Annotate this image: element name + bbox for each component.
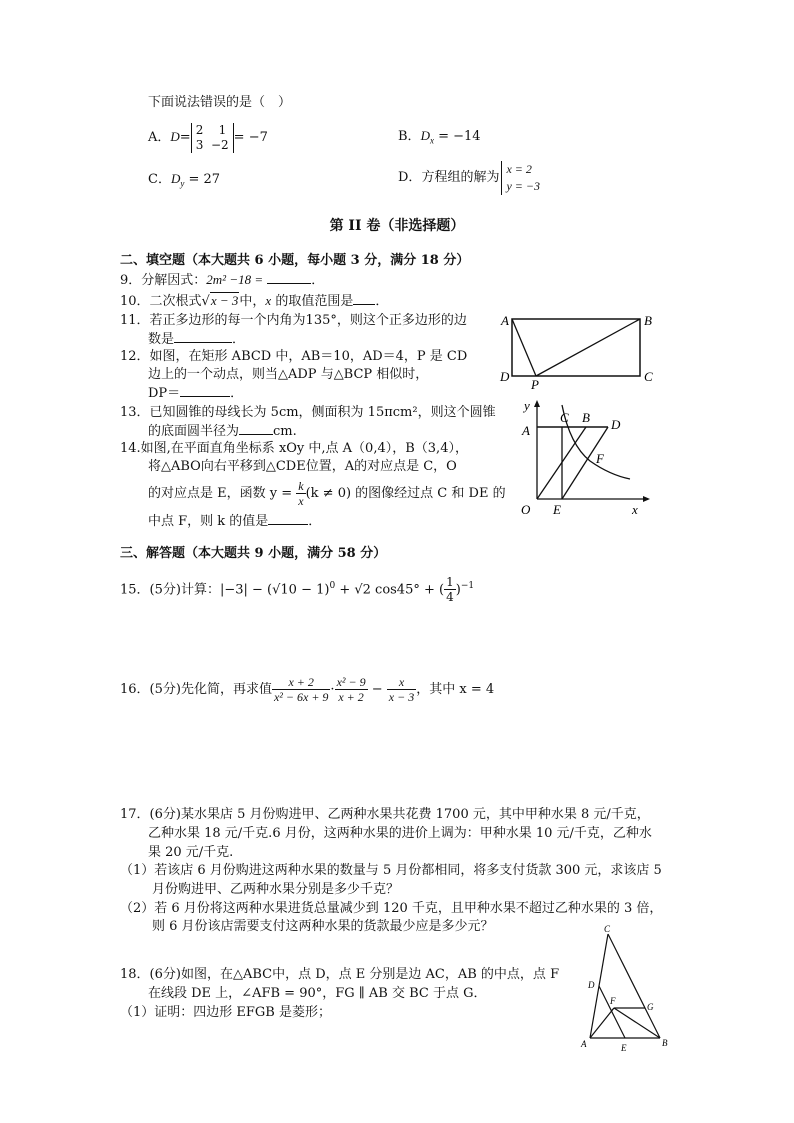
- q9-blank[interactable]: [267, 271, 311, 284]
- question-14-line1: 14.如图,在平面直角坐标系 xOy 中,点 A（0,4），B（3,4），: [120, 441, 468, 456]
- question-12-line2: 边上的一个动点，则当△ADP 与△BCP 相似时，: [148, 367, 429, 382]
- option-d: [398, 158, 540, 198]
- label-d: D: [611, 417, 621, 432]
- q16-dot: ·: [330, 682, 335, 697]
- determinant: [191, 123, 234, 153]
- question-9: [120, 271, 324, 290]
- q16-frac3: [387, 675, 416, 704]
- question-13-line2: [148, 422, 297, 441]
- label-c: C: [604, 924, 611, 934]
- label-e: E: [553, 502, 561, 517]
- label-b: B: [644, 313, 652, 328]
- q9-end: ．: [311, 273, 325, 288]
- label-d: D: [500, 369, 510, 384]
- question-intro: 下面说法错误的是（ ）: [148, 95, 292, 110]
- q14-frac-den: x: [298, 494, 304, 508]
- option-b: [398, 127, 481, 150]
- q16-tail: ，其中 x = 4: [416, 682, 495, 697]
- q14-text: 中点 F，则 k 的值是: [148, 514, 269, 529]
- det-m21: 3: [195, 137, 204, 152]
- q14-text-b: (k ≠ 0) 的图像经过点 C 和 DE 的: [305, 486, 506, 501]
- q15-expr2: + √2 cos45° +: [335, 582, 435, 598]
- det-m22: −2: [210, 137, 229, 152]
- q15-expm1: −1: [460, 581, 475, 591]
- q10-blank[interactable]: [353, 292, 375, 305]
- q10-rest: 的取值范围是: [271, 294, 354, 309]
- figure-coordinate-plane: [510, 395, 655, 520]
- option-c-rhs: = 27: [188, 172, 221, 187]
- question-17-line3: 果 20 元/千克.: [148, 845, 234, 860]
- q15-fraction: [444, 575, 456, 604]
- det-m12: 1: [218, 122, 227, 137]
- q14-fraction: [296, 479, 305, 508]
- label-c: C: [644, 369, 653, 384]
- q13-end: cm.: [273, 424, 297, 439]
- q16-f3-num: x: [387, 675, 416, 690]
- q13-blank[interactable]: [239, 422, 273, 435]
- q14-text-a: 的对应点是 E，函数 y =: [148, 486, 293, 501]
- q10-var: x: [265, 293, 272, 308]
- section-solve-title: 三、解答题（本大题共 9 小题，满分 58 分）: [120, 546, 387, 561]
- label-b: B: [662, 1038, 668, 1048]
- option-a-rhs: = −7: [233, 130, 268, 145]
- label-a: A: [581, 1039, 587, 1049]
- question-17-part1-cont: 月份购进甲、乙两种水果分别是多少千克？: [152, 882, 400, 897]
- question-18-part1: （1）证明：四边形 EFGB 是菱形；: [120, 1005, 331, 1020]
- q11-text: 数是: [148, 332, 175, 347]
- q15-number: 15．(5分)计算：: [120, 582, 220, 598]
- option-c-lhs: D: [170, 171, 181, 186]
- question-11-line2: [148, 330, 245, 349]
- equation-system: [501, 161, 540, 195]
- q9-expr: 2m² −18 =: [206, 272, 264, 287]
- label-e: E: [621, 1043, 627, 1053]
- q14-frac-num: k: [298, 479, 304, 493]
- figure-triangle-abc: [578, 922, 678, 1054]
- q16-frac2: [335, 675, 368, 704]
- q10-mid: 中，: [239, 294, 266, 309]
- q16-f2-den: x + 2: [338, 690, 364, 704]
- eq1: x = 2: [506, 161, 532, 176]
- q15-expr1: |−3| − (√10 − 1): [219, 582, 330, 598]
- question-12-line1: 12．如图，在矩形 ABCD 中，AB＝10，AD＝4，P 是 CD: [120, 349, 468, 364]
- question-12-line3: [148, 384, 243, 403]
- option-c: [148, 170, 220, 193]
- figure-rectangle-abcd: [498, 310, 663, 390]
- label-c: C: [560, 410, 569, 425]
- question-13-line1: 13．已知圆锥的母线长为 5cm，侧面积为 15πcm²，则这个圆锥: [120, 405, 496, 420]
- q14-blank[interactable]: [268, 512, 308, 525]
- q10-number: 10．二次根式: [120, 294, 202, 309]
- option-a: A．D=2 1 3 −2 = −7: [148, 122, 268, 152]
- q16-f2-num: x² − 9: [336, 675, 366, 689]
- q16-f1-den: x² − 6x + 9: [273, 690, 329, 704]
- label-a: A: [501, 313, 509, 328]
- label-b: B: [582, 410, 590, 425]
- q12-end: ．: [230, 386, 244, 401]
- q12-text: DP＝: [148, 386, 181, 401]
- option-b-rhs: = −14: [438, 129, 481, 144]
- label-y-axis: y: [524, 398, 530, 413]
- option-b-label: B．: [398, 129, 421, 144]
- question-14-line4: [148, 512, 321, 531]
- option-b-lhs: D: [420, 128, 430, 143]
- q15-frac-den: 4: [446, 590, 454, 605]
- question-14-line2: 将△ABO向右平移到△CDE位置，A的对应点是 C，O: [148, 459, 457, 474]
- option-b-sub: x: [429, 135, 434, 146]
- part-title: 第 II 卷（非选择题）: [329, 218, 465, 234]
- q12-blank[interactable]: [180, 384, 230, 397]
- option-a-lhs: D: [170, 129, 180, 144]
- eq2: y = −3: [506, 178, 540, 193]
- label-g: G: [647, 1002, 654, 1012]
- label-d: D: [588, 980, 595, 990]
- q10-end: ．: [375, 294, 389, 309]
- option-a-label: A．: [148, 130, 171, 145]
- question-17-line2: 乙种水果 18 元/千克.6 月份，这两种水果的进价上调为：甲种水果 10 元/千克，乙种水: [148, 826, 652, 841]
- question-17-part2-cont: 则 6 月份该店需要支付这两种水果的货款最少应是多少元？: [152, 919, 494, 934]
- q16-number: 16．(5分)先化简，再求值: [120, 682, 272, 697]
- section-fill-in-title: 二、填空题（本大题共 6 小题，每小题 3 分，满分 18 分）: [120, 253, 470, 268]
- question-15: 15．(5分)计算：$|-3| - (√10 - 1)^0 + √2$ cos45° + ( $\frac{1}{4}$ )$^{-1}$: [120, 575, 475, 605]
- q13-text: 的底面圆半径为: [148, 424, 240, 439]
- label-a: A: [522, 423, 530, 438]
- q15-exp0: 0: [329, 581, 336, 591]
- q14-end: ．: [308, 514, 322, 529]
- question-18-line2: 在线段 DE 上，∠AFB = 90°，FG ∥ AB 交 BC 于点 G．: [148, 986, 487, 1001]
- question-17-line1: 17．(6分)某水果店 5 月份购进甲、乙两种水果共花费 1700 元，其中甲种水果 8 元/千克，: [120, 807, 650, 822]
- question-11-line1: 11．若正多边形的每一个内角为135°，则这个正多边形的边: [120, 313, 467, 328]
- question-16: [120, 672, 494, 708]
- q16-f1-num: x + 2: [272, 675, 330, 690]
- q15-frac-num: 1: [446, 575, 454, 590]
- q10-radicand: x − 3: [210, 293, 239, 308]
- label-origin: O: [521, 502, 531, 517]
- q16-f3-den: x − 3: [388, 690, 415, 704]
- q9-number: 9．分解因式：: [120, 273, 207, 288]
- q11-blank[interactable]: [174, 330, 232, 343]
- option-c-sub: y: [180, 178, 185, 189]
- option-c-label: C．: [148, 172, 171, 187]
- label-f: F: [610, 996, 616, 1006]
- question-17-part1: （1）若该店 6 月份购进这两种水果的数量与 5 月份都相同，将多支付货款 300 元，求该店 5: [120, 863, 662, 878]
- label-f: F: [596, 451, 604, 466]
- q11-end: ．: [232, 332, 246, 347]
- question-18-line1: 18．(6分)如图，在△ABC中，点 D，点 E 分别是边 AC，AB 的中点，点 F: [120, 967, 560, 982]
- question-10: 10．二次根式√x − 3中，x 的取值范围是 ．: [120, 293, 389, 309]
- option-d-text: 方程组的解为: [421, 170, 500, 185]
- option-d-label: D．: [398, 170, 422, 185]
- q16-frac1: [272, 675, 330, 704]
- label-p: P: [531, 377, 539, 390]
- q16-minus: −: [371, 682, 383, 697]
- question-14-line3: [148, 476, 506, 512]
- det-m11: 2: [195, 122, 204, 137]
- label-x-axis: x: [632, 502, 638, 517]
- question-17-part2: （2）若 6 月份将这两种水果进货总量减少到 120 千克，且甲种水果不超过乙种水果的 3 倍，: [120, 901, 663, 916]
